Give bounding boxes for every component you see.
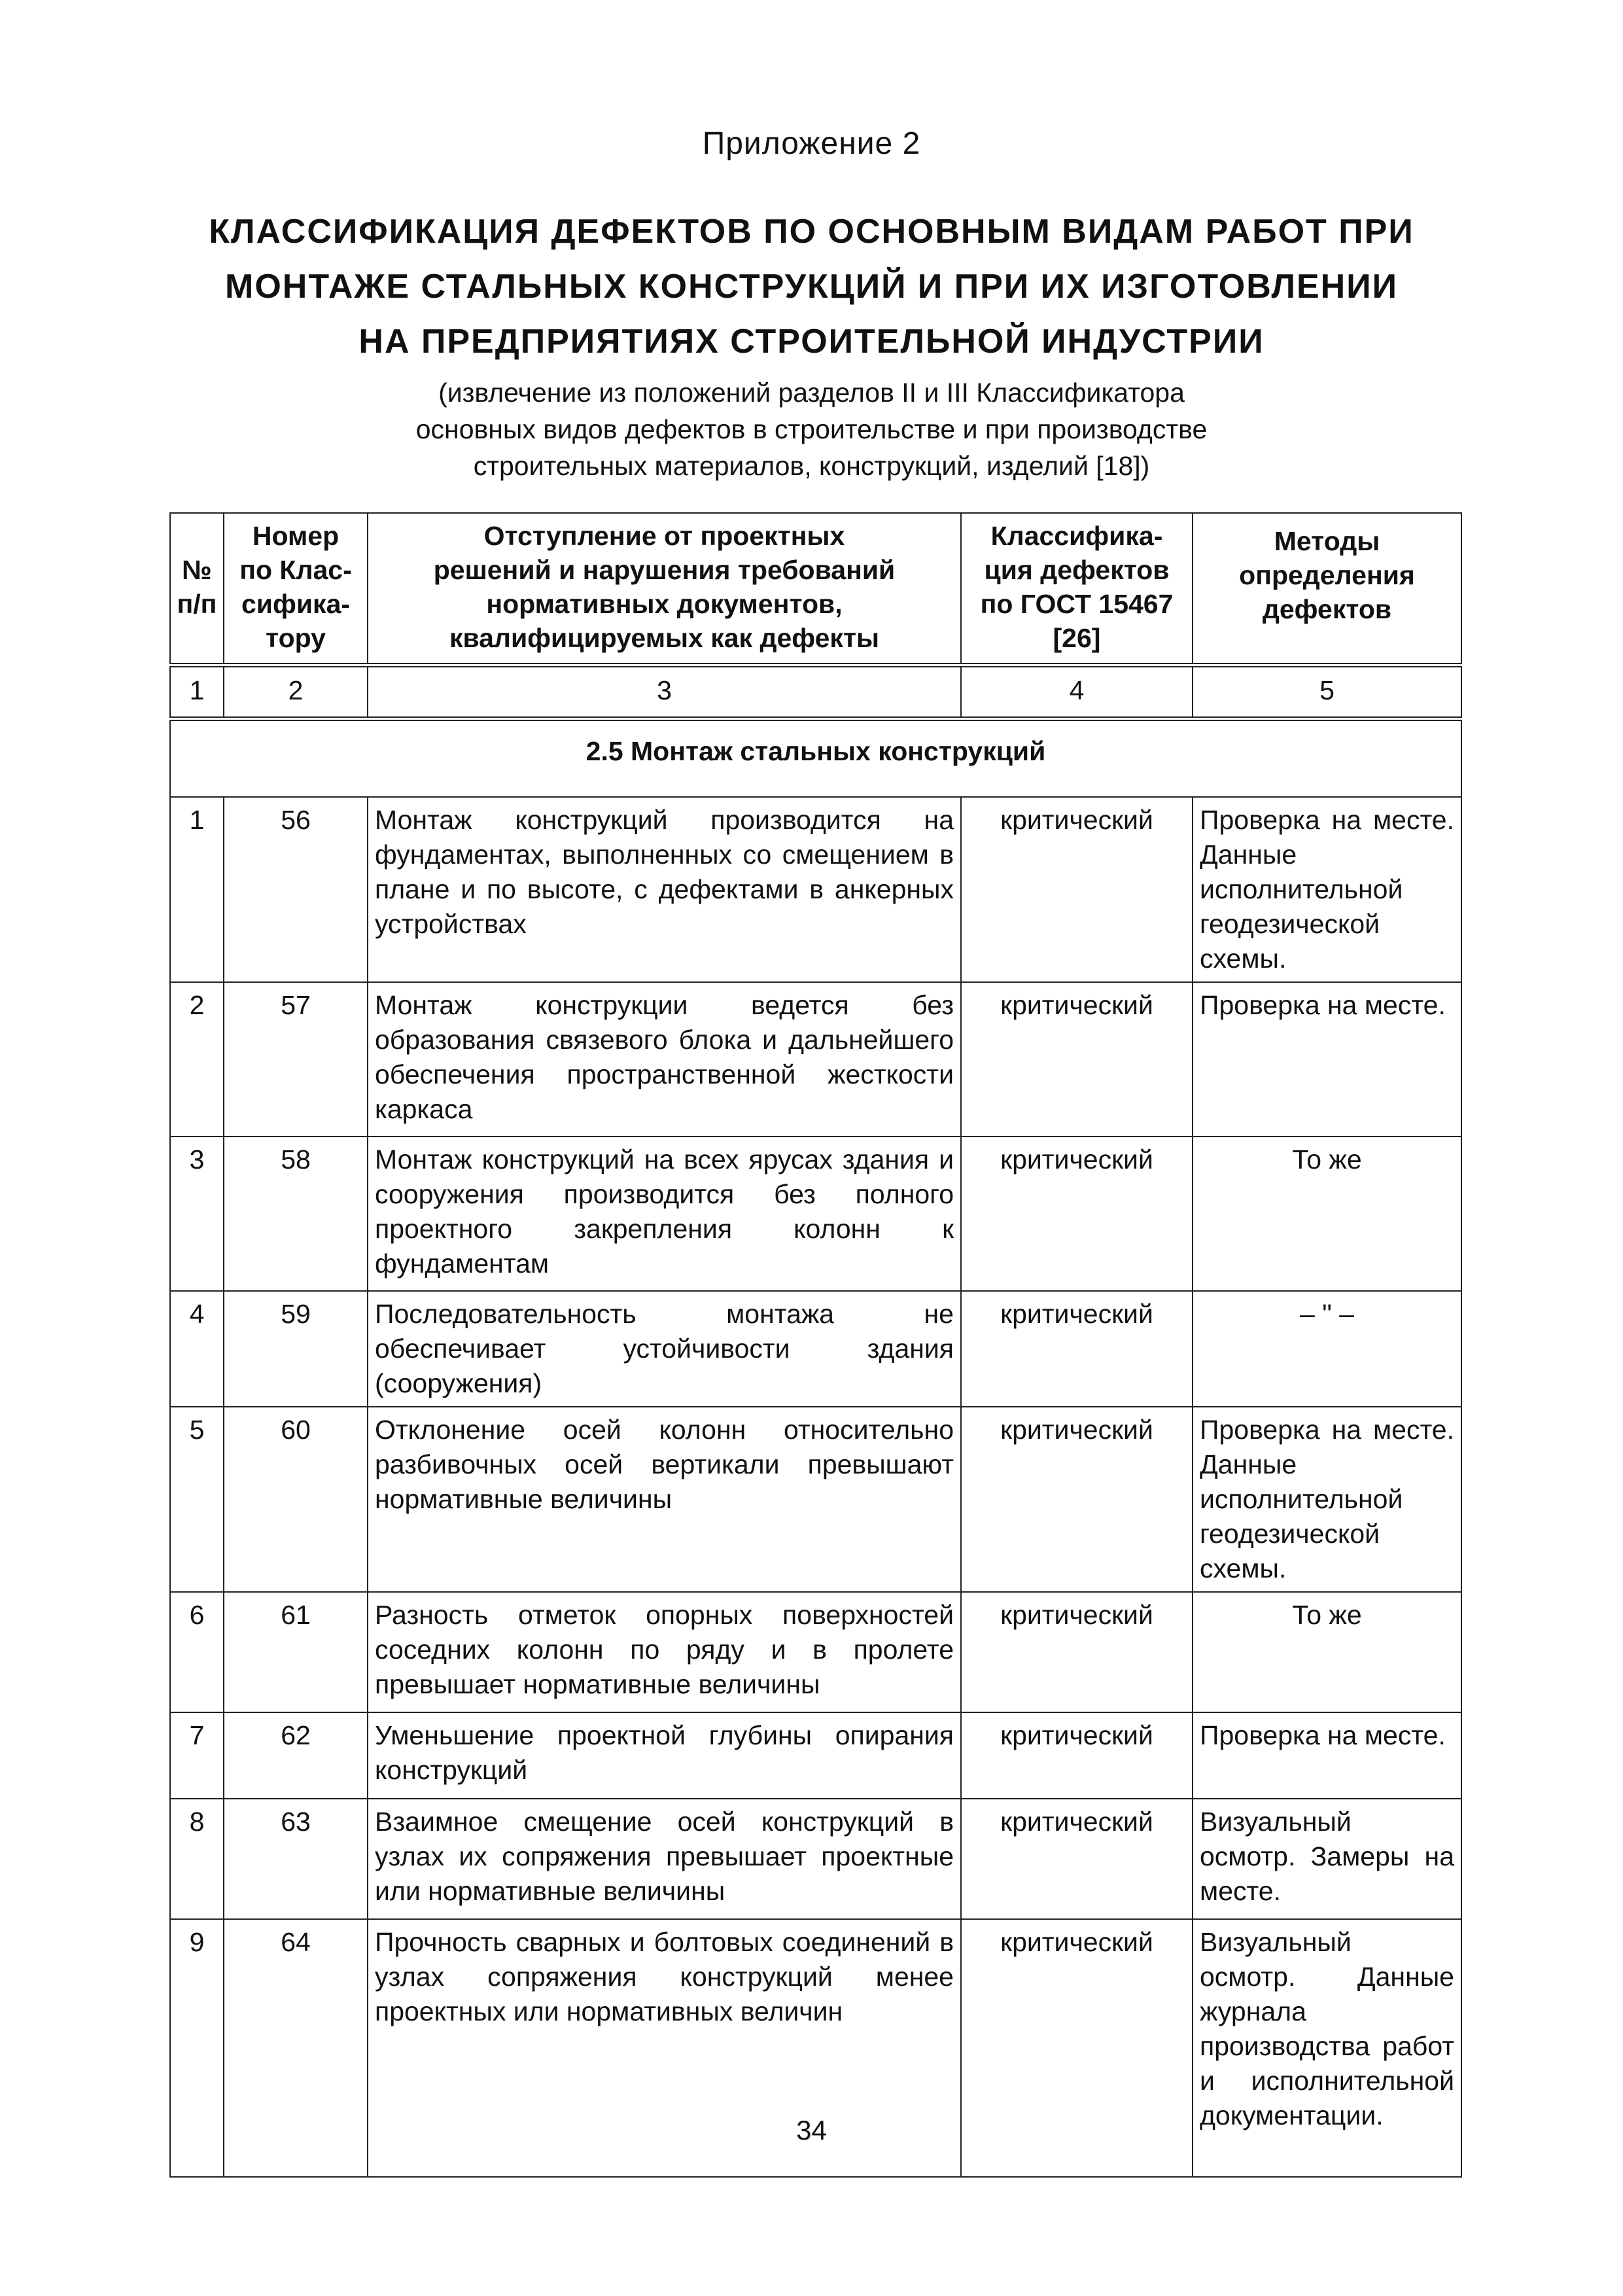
header-text: № (182, 555, 212, 585)
detection-method: Визуальный осмотр. Замеры на месте. (1193, 1799, 1461, 1919)
defect-description: Монтаж конструкций производится на фундаментах, выполненных со смещением в плане и по высоте, с дефектами в анкерных устройствах (368, 797, 961, 982)
row-number: 6 (170, 1592, 224, 1712)
defect-classification: критический (961, 1291, 1193, 1407)
header-text: ция дефектов (984, 555, 1170, 585)
title-line-3: НА ПРЕДПРИЯТИЯХ СТРОИТЕЛЬНОЙ ИНДУСТРИИ (358, 323, 1265, 361)
defect-description: Последовательность монтажа не обеспечивает устойчивости здания (сооружения) (368, 1291, 961, 1407)
document-title (131, 204, 1492, 369)
defect-classification: критический (961, 982, 1193, 1137)
column-number: 4 (961, 665, 1193, 719)
detection-method: Проверка на месте. Данные исполнительной геодезической схемы. (1193, 1407, 1461, 1592)
header-text: п/п (177, 589, 217, 619)
detection-method: – " – (1193, 1291, 1461, 1407)
header-col-classifier-number (224, 513, 368, 665)
row-number: 5 (170, 1407, 224, 1592)
document-subtitle (196, 374, 1427, 484)
defect-description: Монтаж конструкций на всех ярусах здания и сооружения производится без полного проектного закрепления колонн к фундаментам (368, 1137, 961, 1291)
defect-classification: критический (961, 1407, 1193, 1592)
defect-description: Взаимное смещение осей конструкций в узлах их сопряжения превышает проектные или нормативные величины (368, 1799, 961, 1919)
page-number: 34 (796, 2115, 827, 2146)
classifier-code: 64 (224, 1919, 368, 2177)
detection-method: То же (1193, 1592, 1461, 1712)
header-text: по ГОСТ 15467 (980, 589, 1174, 619)
column-number: 2 (224, 665, 368, 719)
header-text: Отступление от проектных (483, 521, 845, 551)
classifier-code: 61 (224, 1592, 368, 1712)
row-number: 8 (170, 1799, 224, 1919)
defect-description: Прочность сварных и болтовых соединений в узлах сопряжения конструкций менее проектных или нормативных величин (368, 1919, 961, 2177)
classifier-code: 62 (224, 1712, 368, 1799)
table-header-row (170, 513, 1461, 665)
header-text: Классифика- (990, 521, 1163, 551)
classifier-code: 56 (224, 797, 368, 982)
defect-classification: критический (961, 1592, 1193, 1712)
appendix-label: Приложение 2 (702, 126, 921, 161)
header-col-classification (961, 513, 1193, 665)
table-row (170, 1712, 1461, 1799)
classifier-code: 60 (224, 1407, 368, 1592)
row-number: 3 (170, 1137, 224, 1291)
classifier-code: 57 (224, 982, 368, 1137)
header-text: Номер (252, 521, 340, 551)
detection-method: Визуальный осмотр. Данные журнала производства работ и исполнительной документации. (1193, 1919, 1461, 2177)
defect-classification: критический (961, 1712, 1193, 1799)
defect-description: Монтаж конструкции ведется без образования связевого блока и дальнейшего обеспечения пространственной жесткости каркаса (368, 982, 961, 1137)
header-text: Методы (1274, 526, 1380, 556)
defect-description: Отклонение осей колонн относительно разбивочных осей вертикали превышают нормативные величины (368, 1407, 961, 1592)
header-text: тору (266, 623, 326, 653)
defect-classification: критический (961, 797, 1193, 982)
classifier-code: 58 (224, 1137, 368, 1291)
header-text: нормативных документов, (486, 589, 843, 619)
header-text: дефектов (1262, 594, 1392, 624)
header-text: квалифицируемых как дефекты (449, 623, 880, 653)
header-col-deviation (368, 513, 961, 665)
header-text: определения (1239, 560, 1415, 590)
detection-method: Проверка на месте. (1193, 1712, 1461, 1799)
title-line-1: КЛАССИФИКАЦИЯ ДЕФЕКТОВ ПО ОСНОВНЫМ ВИДАМ РАБОТ ПРИ (209, 213, 1414, 251)
table-row (170, 1137, 1461, 1291)
defect-classification: критический (961, 1919, 1193, 2177)
row-number: 7 (170, 1712, 224, 1799)
table-row (170, 1799, 1461, 1919)
subtitle-line-3: строительных материалов, конструкций, изделий [18]) (473, 451, 1150, 481)
defect-classification: критический (961, 1137, 1193, 1291)
table-row (170, 1592, 1461, 1712)
detection-method: Проверка на месте. Данные исполнительной геодезической схемы. (1193, 797, 1461, 982)
column-number: 3 (368, 665, 961, 719)
row-number: 2 (170, 982, 224, 1137)
row-number: 4 (170, 1291, 224, 1407)
header-text: сифика- (241, 589, 351, 619)
defect-classification: критический (961, 1799, 1193, 1919)
row-number: 1 (170, 797, 224, 982)
title-line-2: МОНТАЖЕ СТАЛЬНЫХ КОНСТРУКЦИЙ И ПРИ ИХ ИЗГОТОВЛЕНИИ (225, 268, 1398, 306)
section-row (170, 719, 1461, 797)
header-col-number (170, 513, 224, 665)
header-text: решений и нарушения требований (433, 555, 896, 585)
subtitle-line-2: основных видов дефектов в строительстве и при производстве (415, 414, 1208, 444)
defects-table (169, 512, 1462, 2178)
section-title: 2.5 Монтаж стальных конструкций (170, 719, 1461, 797)
row-number: 9 (170, 1919, 224, 2177)
table-row (170, 1291, 1461, 1407)
table-row (170, 1407, 1461, 1592)
header-col-methods (1193, 513, 1461, 665)
table-row (170, 797, 1461, 982)
detection-method: То же (1193, 1137, 1461, 1291)
defect-description: Разность отметок опорных поверхностей соседних колонн по ряду и в пролете превышает нормативные величины (368, 1592, 961, 1712)
detection-method: Проверка на месте. (1193, 982, 1461, 1137)
column-number: 1 (170, 665, 224, 719)
header-text: [26] (1053, 623, 1101, 653)
column-numbers-row (170, 665, 1461, 719)
subtitle-line-1: (извлечение из положений разделов II и III Классификатора (438, 378, 1185, 408)
column-number: 5 (1193, 665, 1461, 719)
header-text: по Клас- (239, 555, 352, 585)
defect-description: Уменьшение проектной глубины опирания конструкций (368, 1712, 961, 1799)
classifier-code: 63 (224, 1799, 368, 1919)
classifier-code: 59 (224, 1291, 368, 1407)
table-row (170, 982, 1461, 1137)
